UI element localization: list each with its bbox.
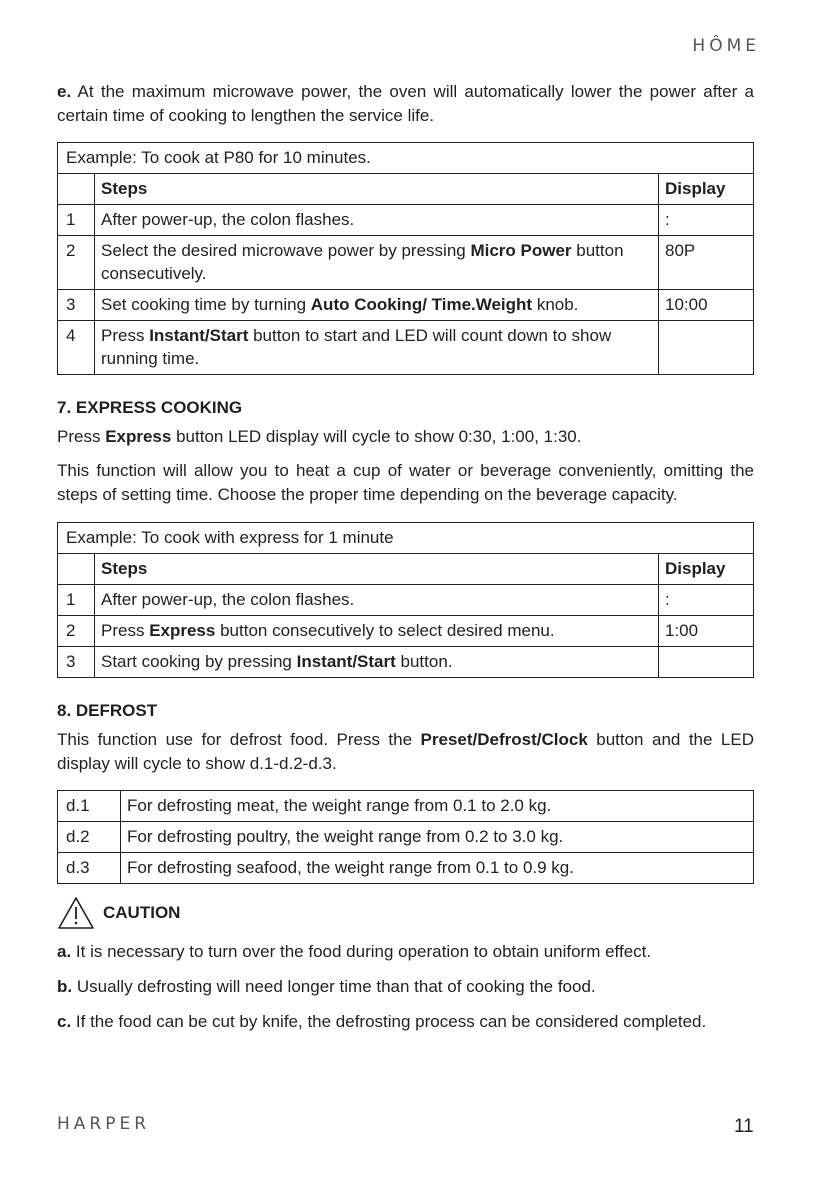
table-caption: Example: To cook with express for 1 minute	[58, 523, 754, 554]
step-text: button consecutively.	[101, 241, 624, 283]
table-head-steps: Steps	[95, 174, 659, 205]
table-row	[58, 647, 754, 678]
step-text: knob.	[532, 295, 579, 314]
paragraph-button-name: Preset/Defrost/Clock	[420, 730, 588, 749]
section-title-express: 7. EXPRESS COOKING	[57, 398, 243, 417]
paragraph-defrost	[57, 728, 754, 776]
paragraph-text: This function use for defrost food. Press the	[57, 730, 421, 749]
row-number: 3	[58, 647, 95, 678]
row-display: 1:00	[659, 616, 754, 647]
paragraph-text: button and the LED display will cycle to show d.1-d.2-d.3.	[57, 730, 754, 773]
step-text: Press	[101, 326, 150, 345]
row-display	[659, 647, 754, 678]
table-head-display: Display	[659, 554, 754, 585]
defrost-description: For defrosting seafood, the weight range from 0.1 to 0.9 kg.	[121, 853, 754, 884]
paragraph-text: Press	[57, 427, 106, 446]
caution-item-label: b.	[57, 977, 73, 996]
step-text: Press	[101, 621, 150, 640]
step-text: Set cooking time by turning	[101, 295, 311, 314]
example-table-express	[57, 522, 754, 678]
table-row	[58, 205, 754, 236]
row-step	[95, 290, 659, 321]
paragraph-text: At the maximum microwave power, the oven will automatically lower the power after a certain time of cooking to lengthen the service life.	[57, 82, 754, 125]
paragraph-express-info: This function will allow you to heat a cup of water or beverage conveniently, omitting the steps of setting time. Choose the proper time depending on the beverage capacity.	[57, 461, 754, 504]
row-step	[95, 616, 659, 647]
table-head-num	[58, 554, 95, 585]
row-number: 1	[58, 205, 95, 236]
row-step	[95, 236, 659, 290]
step-text: button consecutively to select desired menu.	[215, 621, 555, 640]
step-text: button to start and LED will count down to show running time.	[101, 326, 612, 368]
step-button-name: Micro Power	[470, 241, 572, 260]
row-display	[659, 321, 754, 375]
defrost-code: d.2	[58, 822, 121, 853]
paragraph-label: e.	[57, 82, 72, 101]
step-button-name: Express	[149, 621, 216, 640]
table-head-num	[58, 174, 95, 205]
home-logo: HÔME	[692, 36, 760, 56]
table-head-display: Display	[659, 174, 754, 205]
defrost-description: For defrosting meat, the weight range from 0.1 to 2.0 kg.	[121, 791, 754, 822]
defrost-table	[57, 790, 754, 884]
row-number: 2	[58, 616, 95, 647]
table-head-steps: Steps	[95, 554, 659, 585]
step-text: After power-up, the colon flashes.	[101, 590, 355, 609]
row-number: 2	[58, 236, 95, 290]
row-step	[95, 585, 659, 616]
row-display: 80P	[659, 236, 754, 290]
row-number: 3	[58, 290, 95, 321]
table-caption: Example: To cook at P80 for 10 minutes.	[58, 143, 754, 174]
paragraph-e	[57, 80, 754, 128]
caution-item-label: c.	[57, 1012, 72, 1031]
page-content	[57, 80, 754, 1034]
paragraph-button-name: Express	[105, 427, 172, 446]
warning-triangle-icon	[57, 896, 95, 930]
step-text: Select the desired microwave power by pressing	[101, 241, 471, 260]
step-text: button.	[395, 652, 453, 671]
row-display: :	[659, 585, 754, 616]
row-step	[95, 647, 659, 678]
caution-item-text: It is necessary to turn over the food during operation to obtain uniform effect.	[71, 942, 652, 961]
caution-item	[57, 940, 754, 964]
defrost-code: d.1	[58, 791, 121, 822]
caution-item-label: a.	[57, 942, 72, 961]
section-title-defrost: 8. DEFROST	[57, 701, 158, 720]
caution-item	[57, 1010, 754, 1034]
table-row	[58, 822, 754, 853]
paragraph-text: button LED display will cycle to show 0:30, 1:00, 1:30.	[171, 427, 582, 446]
page-number: 11	[734, 1116, 754, 1137]
step-button-name: Auto Cooking/ Time.Weight	[310, 295, 533, 314]
table-row	[58, 616, 754, 647]
table-row	[58, 321, 754, 375]
step-text: Start cooking by pressing	[101, 652, 297, 671]
example-table-p80	[57, 142, 754, 375]
row-display: :	[659, 205, 754, 236]
row-step	[95, 321, 659, 375]
table-row	[58, 236, 754, 290]
caution-header	[57, 896, 754, 930]
caution-item-text: If the food can be cut by knife, the defrosting process can be considered completed.	[71, 1012, 707, 1031]
step-button-name: Instant/Start	[296, 652, 396, 671]
paragraph-express	[57, 425, 754, 449]
step-button-name: Instant/Start	[149, 326, 249, 345]
defrost-code: d.3	[58, 853, 121, 884]
table-row	[58, 791, 754, 822]
table-row	[58, 585, 754, 616]
harper-logo: HARPER	[57, 1114, 151, 1134]
caution-title: CAUTION	[103, 903, 181, 922]
row-display: 10:00	[659, 290, 754, 321]
defrost-description: For defrosting poultry, the weight range from 0.2 to 3.0 kg.	[121, 822, 754, 853]
caution-item	[57, 975, 754, 999]
row-number: 4	[58, 321, 95, 375]
row-step	[95, 205, 659, 236]
caution-item-text: Usually defrosting will need longer time than that of cooking the food.	[72, 977, 596, 996]
step-text: After power-up, the colon flashes.	[101, 210, 355, 229]
row-number: 1	[58, 585, 95, 616]
table-row	[58, 290, 754, 321]
table-row	[58, 853, 754, 884]
